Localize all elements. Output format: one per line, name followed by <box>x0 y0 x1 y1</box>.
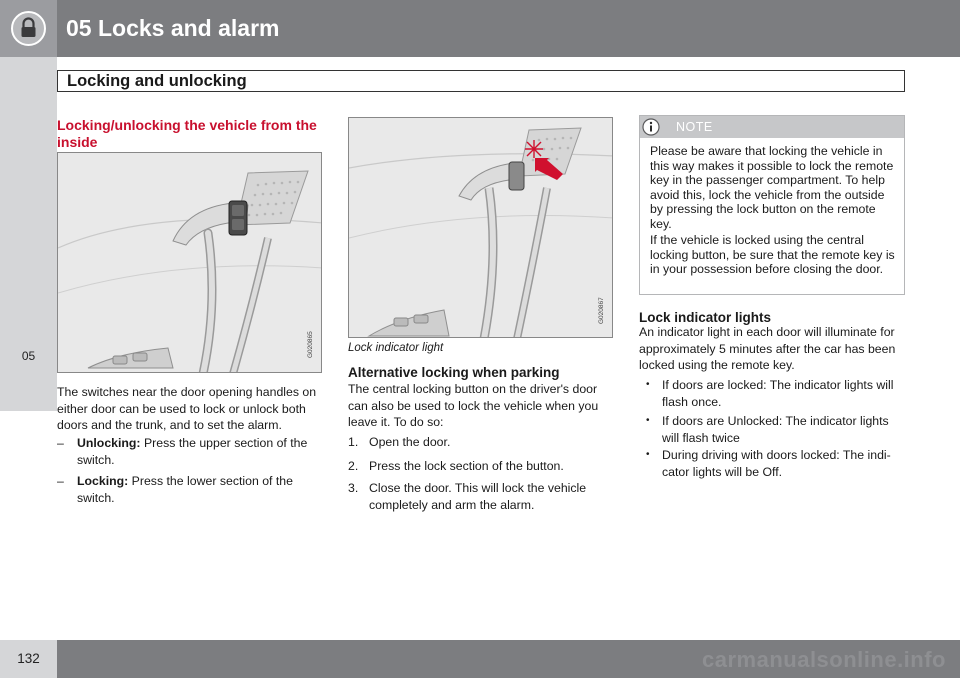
sidebar-chapter-number: 05 <box>21 349 36 363</box>
page-number: 132 <box>17 651 40 666</box>
padlock-icon <box>10 10 47 47</box>
locking-inside-heading: Locking/unlocking the vehicle from the inside <box>57 117 317 150</box>
note-box <box>639 115 905 295</box>
dash-marker: – <box>57 474 64 488</box>
item-label: Locking: <box>77 474 129 488</box>
step-text: Press the lock section of the button. <box>369 459 564 473</box>
step-number: 2. <box>348 459 359 473</box>
item-text: Press the upper section of the switch. <box>77 436 308 467</box>
parking-heading: Alternative locking when parking <box>348 365 560 380</box>
bullet-marker: • <box>646 379 650 390</box>
step-text: Close the door. This will lock the vehicle completely and arm the alarm. <box>369 481 587 512</box>
note-paragraph: If the vehicle is locked using the central locking button, be sure that the remote key is in your possession before closing the door. <box>650 233 895 277</box>
figure-code: G020867 <box>598 297 605 324</box>
section-title-box <box>57 70 905 92</box>
figure-code: G020865 <box>307 331 314 358</box>
bullet-text: If doors are locked: The indicator lights will flash once. <box>662 378 894 409</box>
step-number: 3. <box>348 481 359 495</box>
bullet-marker: • <box>646 415 650 426</box>
dash-marker: – <box>57 436 64 450</box>
watermark: carmanualsonline.info <box>702 647 946 672</box>
indicator-lights-heading: Lock indicator lights <box>639 310 772 325</box>
bullet-text: If doors are Unlocked: The indicator lights will flash twice <box>662 414 889 445</box>
parking-paragraph: The central locking button on the driver's door can also be used to lock the vehicle when you leave it. To do so: <box>348 382 599 429</box>
bullet-marker: • <box>646 449 650 460</box>
section-title: Locking and unlocking <box>67 72 247 90</box>
chapter-badge <box>0 0 57 57</box>
note-label: NOTE <box>676 120 713 134</box>
step-number: 1. <box>348 435 359 449</box>
lock-indicator-illustration <box>348 117 613 338</box>
figure-caption: Lock indicator light <box>348 342 444 354</box>
step-text: Open the door. <box>369 435 451 449</box>
info-icon <box>642 118 660 136</box>
item-text: Press the lower section of the switch. <box>77 474 293 505</box>
indicator-lights-paragraph: An indicator light in each door will illuminate for approximately 5 minutes after the car has been locked using the remote key. <box>639 325 896 372</box>
switches-paragraph: The switches near the door opening handles on either door can be used to lock or unlock both doors and the trunk, and to set the alarm. <box>57 385 317 432</box>
item-label: Unlocking: <box>77 436 141 450</box>
chapter-title: 05 Locks and alarm <box>66 15 280 41</box>
door-switch-illustration <box>57 152 322 373</box>
bullet-text: During driving with doors locked: The indi-cator lights will be Off. <box>662 448 891 479</box>
note-paragraph: Please be aware that locking the vehicle in this way makes it possible to lock the remote key in the passenger compartment. To help avoid this, lock the vehicle from the outside by pressing the lock button on the remote key. <box>650 144 894 231</box>
note-header <box>640 116 904 138</box>
